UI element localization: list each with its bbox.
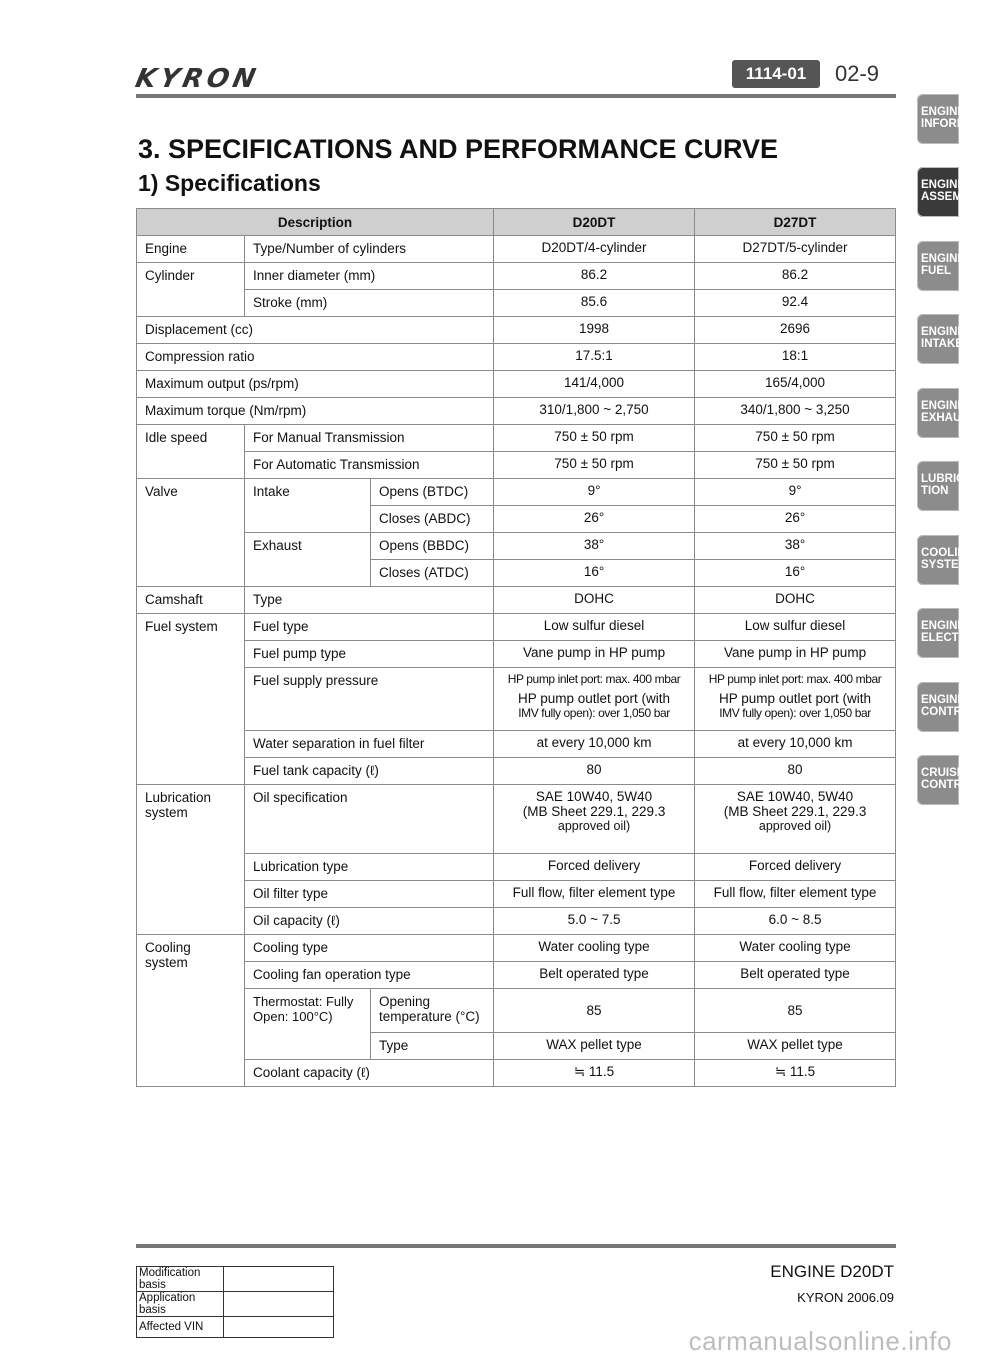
value-d20dt: ≒ 11.5: [494, 1060, 695, 1087]
row-label: Opens (BBDC): [371, 533, 494, 560]
value-d20dt: D20DT/4-cylinder: [494, 236, 695, 263]
value-d27dt: 38°: [695, 533, 896, 560]
value-d27dt: 6.0 ~ 8.5: [695, 908, 896, 935]
row-label: Oil specification: [245, 785, 494, 854]
header-d27dt: D27DT: [695, 209, 896, 236]
table-row: [137, 785, 896, 854]
value-d20dt: 17.5:1: [494, 344, 695, 371]
value-d27dt: Water cooling type: [695, 935, 896, 962]
tab-engine-fuel[interactable]: [917, 241, 966, 291]
row-label: Closes (ATDC): [371, 560, 494, 587]
pressure-inlet-text: HP pump inlet port: max. 400 mbar: [708, 672, 882, 686]
row-label: Fuel pump type: [245, 641, 494, 668]
value-d27dt: 26°: [695, 506, 896, 533]
header-d20dt: D20DT: [494, 209, 695, 236]
row-label: Cooling type: [245, 935, 494, 962]
modification-table: [136, 1266, 334, 1338]
table-row: [137, 344, 896, 371]
subgroup-label: Intake: [245, 479, 371, 533]
tab-engine-electrical[interactable]: [917, 608, 971, 658]
tab-engine-intake[interactable]: [917, 314, 966, 364]
thermostat-label-line: Open: 100°C): [253, 1009, 333, 1024]
row-label: For Automatic Transmission: [245, 452, 494, 479]
affected-vin-label: Affected VIN: [137, 1317, 224, 1338]
value-d27dt: 9°: [695, 479, 896, 506]
table-row: [137, 587, 896, 614]
footer-engine-name: ENGINE D20DT: [770, 1262, 894, 1281]
row-label: Fuel tank capacity (ℓ): [245, 758, 494, 785]
tab-label: ENGINE: [921, 326, 966, 338]
group-label: Cylinder: [137, 263, 245, 317]
table-row: [137, 881, 896, 908]
tab-label: CONTRO: [921, 706, 971, 718]
row-label: Inner diameter (mm): [245, 263, 494, 290]
oil-spec-line: SAE 10W40, 5W40: [535, 789, 653, 804]
value-d27dt: Low sulfur diesel: [695, 614, 896, 641]
table-row: [137, 533, 896, 560]
tab-cooling-system[interactable]: [917, 535, 975, 585]
table-row: [137, 641, 896, 668]
row-label: [371, 989, 494, 1033]
application-basis-value: [224, 1292, 334, 1317]
value-d27dt: 18:1: [695, 344, 896, 371]
modification-basis-label: Modification basis: [137, 1267, 224, 1292]
specifications-table: [136, 208, 896, 1087]
pressure-outlet-text: HP pump outlet port (with: [517, 691, 671, 706]
row-label: Opens (BTDC): [371, 479, 494, 506]
tab-label: INTAKE: [921, 338, 963, 350]
group-label: Engine: [137, 236, 245, 263]
value-d20dt: 86.2: [494, 263, 695, 290]
tab-label: ENGINE: [921, 400, 966, 412]
kyron-logo: KYRON: [132, 64, 263, 94]
value-d27dt: 165/4,000: [695, 371, 896, 398]
tab-label: LUBRICA: [921, 473, 973, 485]
group-label: [137, 935, 245, 1087]
table-row: [137, 290, 896, 317]
value-d20dt: Full flow, filter element type: [494, 881, 695, 908]
value-d20dt: 310/1,800 ~ 2,750: [494, 398, 695, 425]
tab-label: ENGINE: [921, 106, 966, 118]
value-d27dt: Belt operated type: [695, 962, 896, 989]
value-d20dt: 750 ± 50 rpm: [494, 425, 695, 452]
table-row: [137, 668, 896, 731]
value-d20dt: Vane pump in HP pump: [494, 641, 695, 668]
thermostat-label-line: Thermostat: Fully: [253, 994, 354, 1009]
value-d27dt: Forced delivery: [695, 854, 896, 881]
value-d20dt: [494, 668, 695, 731]
value-d27dt: 85: [695, 989, 896, 1033]
opening-label-line: Opening: [379, 994, 431, 1009]
value-d27dt: 86.2: [695, 263, 896, 290]
tab-lubrication[interactable]: [917, 461, 973, 511]
application-basis-label: Application basis: [137, 1292, 224, 1317]
tab-label: ELECTRI: [921, 632, 971, 644]
value-d27dt: DOHC: [695, 587, 896, 614]
table-row: [137, 935, 896, 962]
value-d27dt: 2696: [695, 317, 896, 344]
section-code-badge: 1114-01: [732, 60, 820, 88]
row-label: For Manual Transmission: [245, 425, 494, 452]
table-row: [137, 263, 896, 290]
tab-engine-information[interactable]: [917, 94, 975, 144]
value-d20dt: 85.6: [494, 290, 695, 317]
tab-engine-control[interactable]: [917, 682, 971, 732]
table-row: [137, 989, 896, 1033]
table-row: [137, 758, 896, 785]
oil-spec-line: SAE 10W40, 5W40: [736, 789, 854, 804]
tab-label: ASSEMBL: [921, 191, 978, 203]
watermark-text: carmanualsonline.info: [688, 1326, 952, 1356]
tab-label: ENGINE: [921, 179, 966, 191]
table-row: [137, 614, 896, 641]
value-d27dt: Vane pump in HP pump: [695, 641, 896, 668]
value-d20dt: 1998: [494, 317, 695, 344]
value-d27dt: Full flow, filter element type: [695, 881, 896, 908]
group-label-line: Lubrication: [145, 790, 212, 805]
tab-engine-assembly[interactable]: [917, 167, 978, 217]
tab-label: TION: [921, 485, 949, 497]
page-title: 3. SPECIFICATIONS AND PERFORMANCE CURVE: [138, 134, 779, 164]
pressure-imv-text: IMV fully open): over 1,050 bar: [518, 706, 670, 720]
value-d20dt: 38°: [494, 533, 695, 560]
row-label: Type: [371, 1033, 494, 1060]
value-d27dt: WAX pellet type: [695, 1033, 896, 1060]
table-row: [137, 452, 896, 479]
table-row: [137, 962, 896, 989]
table-row: [137, 398, 896, 425]
value-d20dt: at every 10,000 km: [494, 731, 695, 758]
row-label: Stroke (mm): [245, 290, 494, 317]
value-d20dt: 9°: [494, 479, 695, 506]
row-label: Lubrication type: [245, 854, 494, 881]
tab-cruise-control[interactable]: [917, 755, 971, 805]
footer-model-date: KYRON 2006.09: [797, 1290, 894, 1305]
affected-vin-value: [224, 1317, 334, 1338]
footer-rule: [136, 1244, 896, 1248]
group-label-line: system: [145, 805, 188, 820]
row-label: Oil filter type: [245, 881, 494, 908]
row-label: Water separation in fuel filter: [245, 731, 494, 758]
pressure-imv-text: IMV fully open): over 1,050 bar: [719, 706, 871, 720]
group-label-line: Cooling: [145, 940, 191, 955]
row-label: Maximum torque (Nm/rpm): [137, 398, 494, 425]
tab-label: SYSTEM: [921, 559, 969, 571]
subgroup-label: [245, 989, 371, 1060]
pressure-inlet-text: HP pump inlet port: max. 400 mbar: [507, 672, 681, 686]
row-label: Oil capacity (ℓ): [245, 908, 494, 935]
table-row: [137, 908, 896, 935]
table-header-row: [137, 209, 896, 236]
value-d27dt: 750 ± 50 rpm: [695, 425, 896, 452]
table-row: [137, 731, 896, 758]
value-d20dt: 80: [494, 758, 695, 785]
group-label-line: system: [145, 955, 188, 970]
tab-label: CONTRO: [921, 779, 971, 791]
oil-spec-line: (MB Sheet 229.1, 229.3: [522, 804, 666, 819]
table-row: [137, 1267, 334, 1292]
table-row: [137, 317, 896, 344]
table-row: [137, 1292, 334, 1317]
table-row: [137, 371, 896, 398]
header-rule: [136, 94, 896, 98]
subgroup-label: Exhaust: [245, 533, 371, 587]
group-label: Fuel system: [137, 614, 245, 785]
table-row: [137, 425, 896, 452]
group-label: Idle speed: [137, 425, 245, 479]
value-d20dt: DOHC: [494, 587, 695, 614]
value-d27dt: at every 10,000 km: [695, 731, 896, 758]
row-label: Type: [245, 587, 494, 614]
row-label: Cooling fan operation type: [245, 962, 494, 989]
value-d20dt: 26°: [494, 506, 695, 533]
header-description: Description: [137, 209, 494, 236]
value-d27dt: [695, 668, 896, 731]
oil-spec-line: approved oil): [758, 819, 832, 833]
value-d20dt: [494, 785, 695, 854]
oil-spec-line: approved oil): [557, 819, 631, 833]
row-label: Fuel type: [245, 614, 494, 641]
value-d27dt: ≒ 11.5: [695, 1060, 896, 1087]
value-d20dt: 16°: [494, 560, 695, 587]
value-d20dt: 750 ± 50 rpm: [494, 452, 695, 479]
value-d20dt: 5.0 ~ 7.5: [494, 908, 695, 935]
opening-label-line: temperature (°C): [379, 1009, 480, 1024]
row-label: Closes (ABDC): [371, 506, 494, 533]
tab-label: CRUISE: [921, 767, 965, 779]
row-label: Maximum output (ps/rpm): [137, 371, 494, 398]
row-label: Type/Number of cylinders: [245, 236, 494, 263]
tab-label: INFORMA: [921, 118, 975, 130]
page-number: 02-9: [835, 61, 880, 86]
table-row: [137, 1060, 896, 1087]
tab-label: FUEL: [921, 265, 952, 277]
value-d20dt: 141/4,000: [494, 371, 695, 398]
value-d20dt: WAX pellet type: [494, 1033, 695, 1060]
value-d27dt: 750 ± 50 rpm: [695, 452, 896, 479]
tab-engine-exhaust[interactable]: [917, 388, 976, 438]
table-row: [137, 1317, 334, 1338]
row-label: Compression ratio: [137, 344, 494, 371]
value-d27dt: 92.4: [695, 290, 896, 317]
oil-spec-line: (MB Sheet 229.1, 229.3: [723, 804, 867, 819]
group-label: Valve: [137, 479, 245, 587]
tab-label: EXHAUST: [921, 412, 976, 424]
value-d20dt: Belt operated type: [494, 962, 695, 989]
group-label: [137, 785, 245, 935]
section-subtitle: 1) Specifications: [138, 170, 321, 196]
row-label: Fuel supply pressure: [245, 668, 494, 731]
value-d20dt: Water cooling type: [494, 935, 695, 962]
table-row: [137, 854, 896, 881]
tab-label: ENGINE: [921, 253, 966, 265]
value-d20dt: Forced delivery: [494, 854, 695, 881]
value-d27dt: [695, 785, 896, 854]
value-d27dt: D27DT/5-cylinder: [695, 236, 896, 263]
value-d20dt: 85: [494, 989, 695, 1033]
value-d20dt: Low sulfur diesel: [494, 614, 695, 641]
row-label: Coolant capacity (ℓ): [245, 1060, 494, 1087]
value-d27dt: 80: [695, 758, 896, 785]
row-label: Displacement (cc): [137, 317, 494, 344]
group-label: Camshaft: [137, 587, 245, 614]
value-d27dt: 340/1,800 ~ 3,250: [695, 398, 896, 425]
table-row: [137, 479, 896, 506]
value-d27dt: 16°: [695, 560, 896, 587]
pressure-outlet-text: HP pump outlet port (with: [718, 691, 872, 706]
tab-label: ENGINE: [921, 620, 966, 632]
tab-label: COOLING: [921, 547, 975, 559]
modification-basis-value: [224, 1267, 334, 1292]
tab-label: ENGINE: [921, 694, 966, 706]
table-row: [137, 236, 896, 263]
